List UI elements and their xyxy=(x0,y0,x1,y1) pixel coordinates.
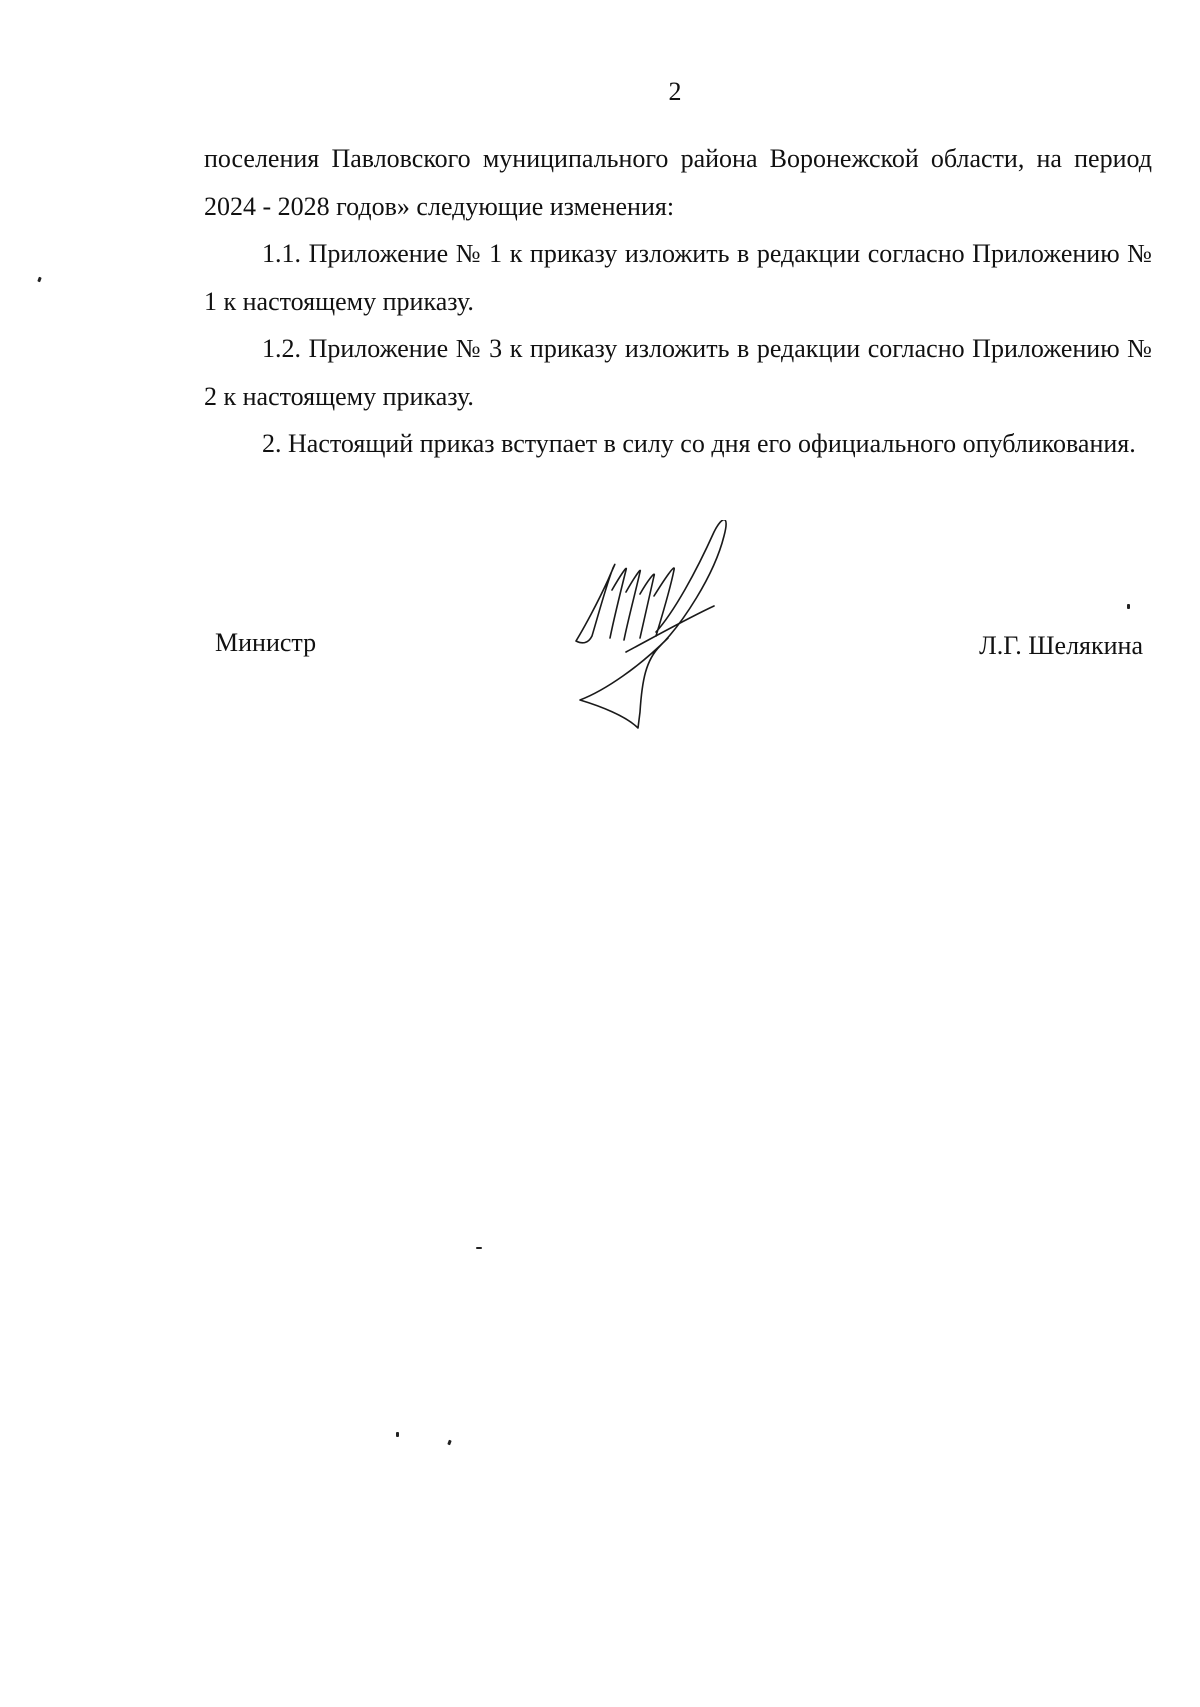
paragraph-item-1-1: 1.1. Приложение № 1 к приказу изложить в редакции согласно Приложению № 1 к настоящему приказу. xyxy=(204,239,1152,316)
signatory-role: Министр xyxy=(215,628,317,657)
scan-speck xyxy=(1127,604,1130,609)
scan-speck xyxy=(37,277,42,283)
page-number: 2 xyxy=(668,77,682,106)
scan-speck xyxy=(476,1247,482,1249)
handwritten-signature xyxy=(570,520,740,735)
document-body xyxy=(204,135,1152,468)
paragraph-item-1-2: 1.2. Приложение № 3 к приказу изложить в редакции согласно Приложению № 2 к настоящему приказу. xyxy=(204,334,1152,411)
paragraph-item-2: 2. Настоящий приказ вступает в силу со дня его официального опубликования. xyxy=(262,429,1136,458)
signatory-name: Л.Г. Шелякина xyxy=(979,631,1143,660)
scan-speck xyxy=(396,1432,399,1437)
scan-speck xyxy=(447,1440,452,1446)
paragraph-continuation: поселения Павловского муниципального района Воронежской области, на период 2024 - 2028 годов» следующие изменения: xyxy=(204,144,1152,221)
